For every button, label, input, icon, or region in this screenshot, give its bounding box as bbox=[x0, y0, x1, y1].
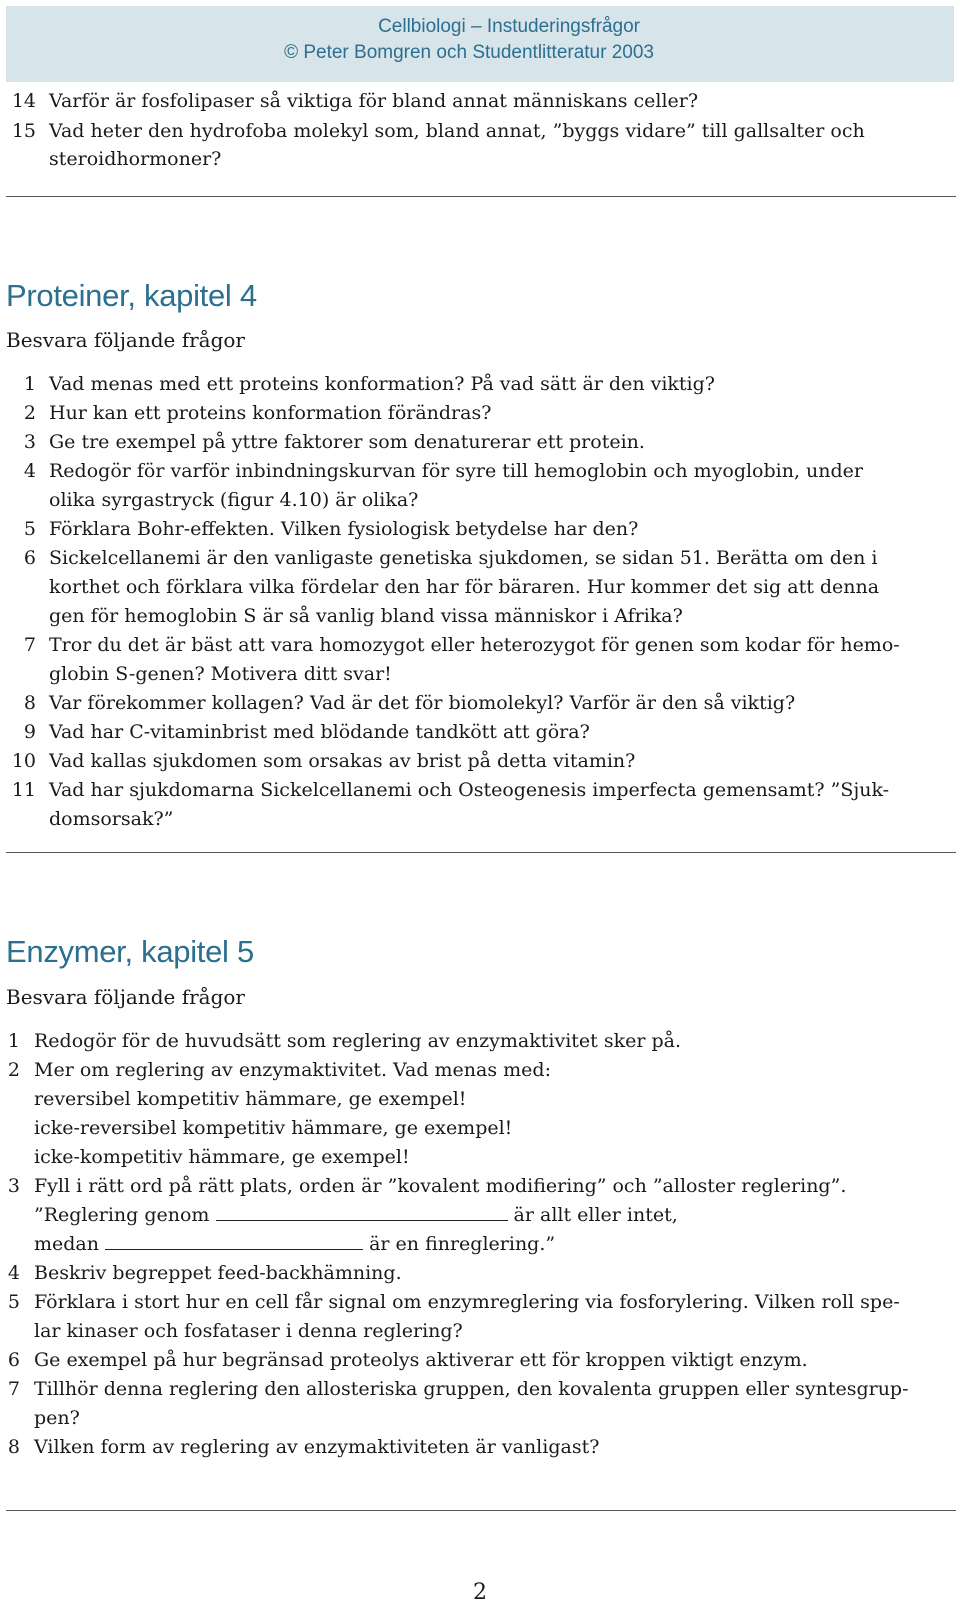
page-header bbox=[6, 6, 954, 82]
header-title: Cellbiologi – Instuderingsfrågor bbox=[378, 16, 640, 37]
section-divider bbox=[6, 852, 956, 853]
header-copyright: © Peter Bomgren och Studentlitteratur 2003 bbox=[284, 42, 654, 63]
page-number: 2 bbox=[473, 1580, 487, 1605]
section-divider bbox=[6, 1510, 956, 1511]
section-title-enzymer: Enzymer, kapitel 5 bbox=[6, 934, 254, 969]
blank-line bbox=[105, 1231, 363, 1250]
section-divider bbox=[6, 196, 956, 197]
section-title-proteiner: Proteiner, kapitel 4 bbox=[6, 278, 257, 313]
section-subtitle: Besvara följande frågor bbox=[6, 328, 245, 352]
section-subtitle: Besvara följande frågor bbox=[6, 985, 245, 1009]
blank-line bbox=[216, 1202, 508, 1221]
